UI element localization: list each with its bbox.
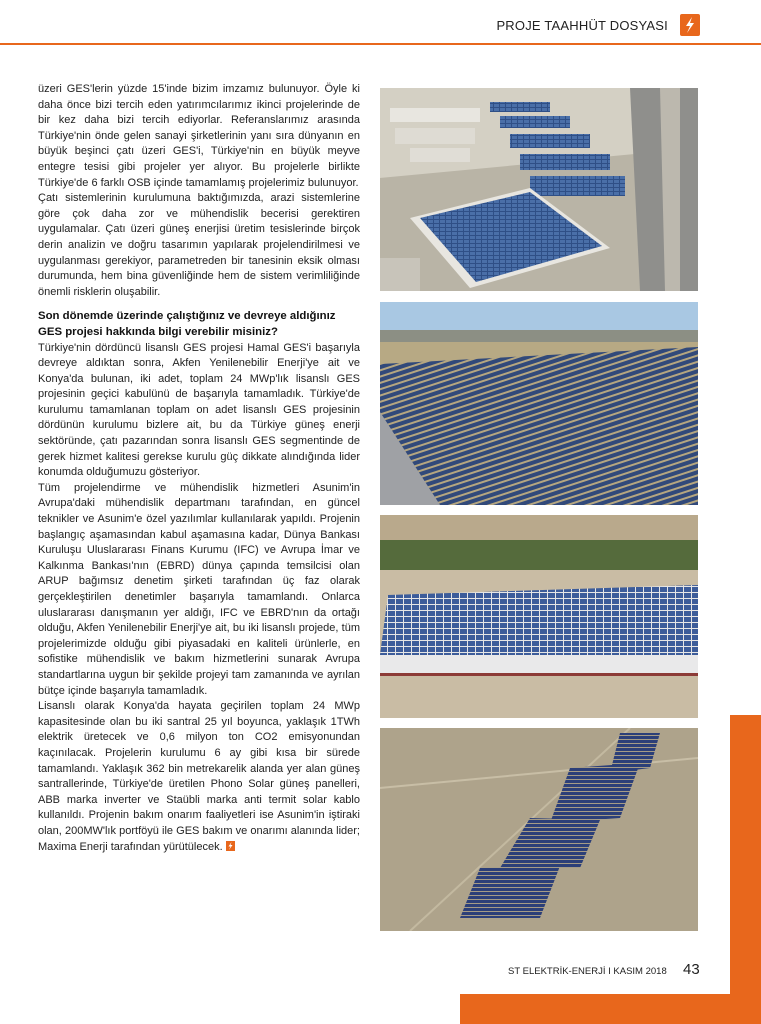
paragraph: Türkiye'nin dördüncü lisanslı GES projesi Hamal GES'i başarıyla devreye aldıktan sonra, Akfen Yenilenebilir Enerji'ye ait ve Konya'da bulunan, iki adet, toplam 24 MWp'lık lisanslı GES projesinin geçici kabulünü de başarıyla tamamladık. Türkiye'de kurulumu tamamlanan toplam on adet lisanslı GES projesinin dördünün kurulumu bizlere ait, bu da Türkiye güneş enerji sektöründe, çatı pazarından sonra lisanslı GES segmentinde de gerek hizmet kalitesi gerekse kurulu güç dikkate alındığında lider konumda olduğumuzu gösteriyor. <box>38 341 360 479</box>
paragraph <box>38 699 360 855</box>
photo-ground-mount-solar-field <box>380 302 698 505</box>
header-divider <box>0 43 761 45</box>
decorative-bottom-bar <box>460 994 761 1024</box>
interview-question: Son dönemde üzerinde çalıştığınız ve devreye aldığınız GES projesi hakkında bilgi verebilir misiniz? <box>38 310 336 338</box>
decorative-side-bar <box>730 715 761 1024</box>
paragraph: Tüm projelendirme ve mühendislik hizmetleri Asunim'in Avrupa'daki mühendislik departmanı tarafından, en güncel teknikler ve Asunim'e özel yazılımlar kullanılarak yapıldı. Projenin başlangıç aşamasından kabul aşamasına kadar, Dünya Bankası Kuruluşu Uluslararası Finans Kurumu (IFC) ve Avrupa İmar ve Kalkınma Bankası'nın (EBRD) dünya çapında temsilcisi olan ARUP bağımsız denetim şirketi tarafından üç faz olarak gerçekleştirilen denetimler başarıyla tamamlandı. Onlarca uluslararası danışmanın yer aldığı, IFC ve EBRD'nın da ortağı olduğu, Akfen Yenilenebilir Enerji'ye ait, bu iki lisanslı projede, tüm projelerimizde olduğu gibi piyasadaki en kaliteli ürünlerle, en sofistike mühendislik ve bakım hizmetlerini sunarak Avrupa standartlarına uygun bir şekilde projeyi tam zamanında ve ayrılan bütçe içinde başarıyla tamamladık. <box>38 481 360 697</box>
photo-warehouse-rooftop-solar <box>380 515 698 718</box>
lightning-bolt-icon <box>680 14 700 36</box>
photo-rooftop-solar-industrial-zone <box>380 88 698 291</box>
article-body <box>38 82 360 855</box>
photo-aerial-solar-plant <box>380 728 698 931</box>
section-title: PROJE TAAHHÜT DOSYASI <box>496 18 668 33</box>
page-number: 43 <box>683 961 700 978</box>
lightning-bolt-icon <box>226 841 235 851</box>
paragraph: Çatı sistemlerinin kurulumuna baktığımızda, arazi sistemlerine göre çok daha zor ve mühendislik becerisi gerektiren uygulamalar. Çatı üzeri güneş enerjisi üretim tesislerinde birçok derin analizin ve doğru tasarımın yapılarak projelendirilmesi ve uygulanması gerekiyor, parametreden bir tanesinin eksik olması durumunda, hem bina güvenliğinde hem de sistem verimliliğinde önemli risklerin oluşabilir. <box>38 192 360 298</box>
paragraph: üzeri GES'lerin yüzde 15'inde bizim imzamız bulunuyor. Öyle ki daha önce bizi tercih eden yatırımcılarımız ikinci projelerinde de bir kez daha bizi tercih ediyorlar. Referanslarımız arasında Türkiye'nin önde gelen sanayi şirketlerinin yanı sıra dünyanın en büyük beşinci çatı üzeri GES'i, Türkiye'nin en büyük meyve entegre tesisi gibi projeler yer alıyor. Bu projelerle birlikte Türkiye'de 6 farklı OSB içinde tamamlamış projelerimiz bulunuyor. <box>38 83 360 189</box>
paragraph-text: Lisanslı olarak Konya'da hayata geçirilen toplam 24 MWp kapasitesinde olan bu iki santral 25 yıl boyunca, yaklaşık 1TWh elektrik üretecek ve 0,6 milyon ton CO2 emisyonundan kaçınılacak. Projelerin kurulumu 6 ay gibi kısa bir sürede tamamlandı. Yaklaşık 362 bin metrekarelik alanda yer alan güneş santrallerinde, Türkiye'de üretilen Phono Solar güneş panelleri, ABB marka inverter ve Staübli marka anti termit solar kablo kullanıldı. Projenin bakım onarım faaliyetleri ise Asunim'in iştiraki olan, 200MW'lık portföyü ile GES bakım ve onarımı alanında lider; Maxima Enerji tarafından yürütülecek. <box>38 700 360 853</box>
publication-info: ST ELEKTRİK-ENERJİ I KASIM 2018 <box>508 966 667 977</box>
